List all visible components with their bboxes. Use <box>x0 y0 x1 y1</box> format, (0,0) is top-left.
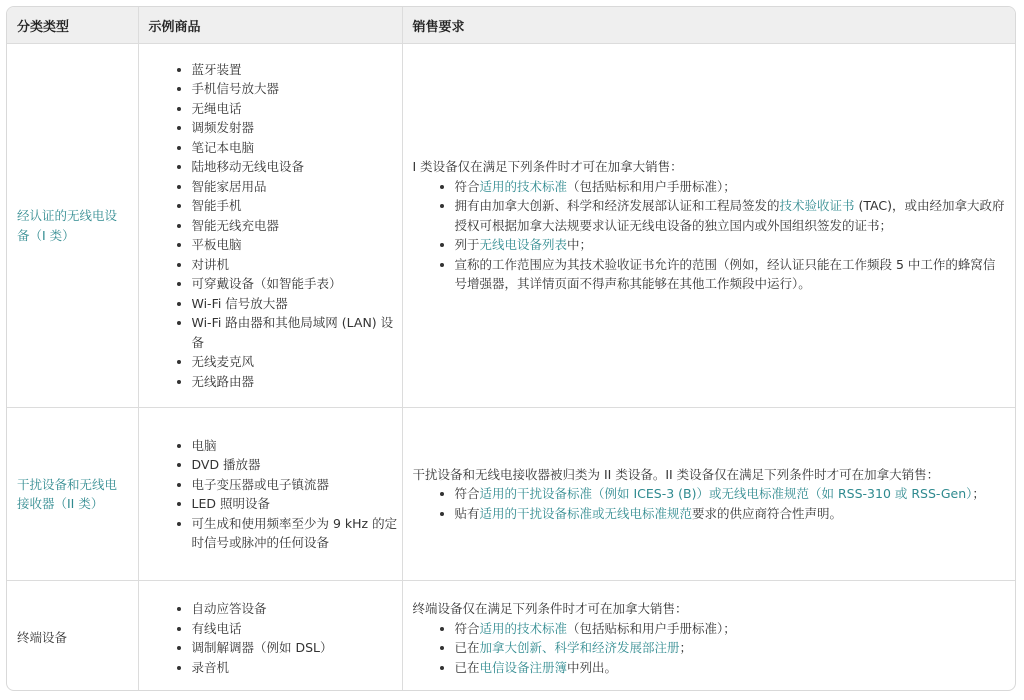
requirement-text: （包括贴标和用户手册标准）； <box>567 620 736 636</box>
examples-list <box>140 60 401 392</box>
requirements-list <box>413 619 1006 678</box>
list-item: • DVD 播放器 <box>192 455 401 475</box>
requirement-text: 中； <box>567 237 593 253</box>
requirement-text: （包括贴标和用户手册标准）； <box>567 178 736 194</box>
table-row <box>7 581 1015 692</box>
category-link[interactable]: 干扰设备和无线电接收器（II 类） <box>17 476 118 511</box>
requirement-text: 贴有 <box>454 505 480 521</box>
list-item: • 电脑 <box>192 436 401 456</box>
list-item <box>455 255 1006 294</box>
category-cell <box>7 408 138 581</box>
requirements-intro: 干扰设备和无线电接收器被归类为 II 类设备。II 类设备仅在满足下列条件时才可在加拿大销售： <box>412 466 940 482</box>
requirements-cell <box>402 581 1015 692</box>
list-item <box>455 619 1006 639</box>
examples-cell <box>138 408 402 581</box>
requirement-text: 中列出。 <box>567 659 618 675</box>
requirement-link[interactable]: 适用的干扰设备标准（例如 ICES-3 (B)）或无线电标准规范（如 RSS-310 或 RSS-Gen） <box>479 486 973 502</box>
requirement-text: 列于 <box>454 237 480 253</box>
requirement-link[interactable]: 适用的干扰设备标准或无线电标准规范 <box>479 505 693 521</box>
requirement-text: 符合 <box>454 486 480 502</box>
list-item: • Wi-Fi 路由器和其他局域网 (LAN) 设备 <box>192 313 401 352</box>
requirements-table-card <box>6 6 1016 691</box>
list-item <box>455 504 1006 524</box>
list-item <box>455 484 1006 504</box>
requirements-table <box>7 7 1015 691</box>
list-item: • 智能家居用品 <box>192 177 401 197</box>
list-item: • 电子变压器或电子镇流器 <box>192 475 401 495</box>
category-label: 终端设备 <box>17 630 68 646</box>
list-item: • 无线麦克风 <box>192 352 401 372</box>
category-cell <box>7 44 138 408</box>
examples-cell <box>138 44 402 408</box>
requirements-intro: 终端设备仅在满足下列条件时才可在加拿大销售： <box>412 601 688 616</box>
requirement-text: (TAC)，或由经加拿大政府授权可根据加拿大法规要求认证无线电设备的独立国内或外国组织签发的证书； <box>454 198 1005 233</box>
requirement-text: 已在 <box>454 659 480 675</box>
examples-list <box>140 436 401 553</box>
list-item: • 平板电脑 <box>192 235 401 255</box>
list-item: • 对讲机 <box>192 255 401 275</box>
list-item: • 智能无线充电器 <box>192 216 401 236</box>
list-item: • 录音机 <box>192 658 401 678</box>
list-item: • 无绳电话 <box>192 99 401 119</box>
table-row <box>7 408 1015 581</box>
header-category: 分类类型 <box>7 7 138 44</box>
header-requirements: 销售要求 <box>402 7 1015 44</box>
list-item: • LED 照明设备 <box>192 494 401 514</box>
requirements-cell <box>402 408 1015 581</box>
list-item <box>455 196 1006 235</box>
list-item: • Wi-Fi 信号放大器 <box>192 294 401 314</box>
requirements-cell <box>402 44 1015 408</box>
list-item: • 手机信号放大器 <box>192 79 401 99</box>
requirement-link[interactable]: 电信设备注册簿 <box>479 659 568 675</box>
requirement-link[interactable]: 无线电设备列表 <box>479 237 568 253</box>
list-item: • 自动应答设备 <box>192 599 401 619</box>
header-examples: 示例商品 <box>138 7 402 44</box>
category-link[interactable]: 经认证的无线电设备（I 类） <box>17 208 118 243</box>
table-row <box>7 44 1015 408</box>
requirement-text: 宣称的工作范围应为其技术验收证书允许的范围（例如，经认证只能在工作频段 5 中工作的蜂窝信号增强器，其详情页面不得声称其能够在其他工作频段中运行）。 <box>454 256 996 292</box>
requirement-text: ； <box>972 486 985 502</box>
table-header-row <box>7 7 1015 44</box>
category-cell <box>7 581 138 692</box>
requirement-text: ； <box>679 640 693 655</box>
requirement-text: 符合 <box>454 620 480 636</box>
list-item: • 调制解调器（例如 DSL） <box>192 638 401 658</box>
list-item: • 智能手机 <box>192 196 401 216</box>
requirement-text: 符合 <box>454 178 480 194</box>
requirement-text: 拥有由加拿大创新、科学和经济发展部认证和工程局签发的 <box>454 198 780 214</box>
requirement-link[interactable]: 适用的技术标准 <box>479 178 568 194</box>
list-item: • 陆地移动无线电设备 <box>192 157 401 177</box>
requirement-text: 要求的供应商符合性声明。 <box>692 505 843 521</box>
requirement-text: 已在 <box>454 640 480 655</box>
list-item: • 无线路由器 <box>192 372 401 392</box>
list-item <box>455 177 1006 197</box>
examples-cell <box>138 581 402 692</box>
examples-list <box>140 599 401 677</box>
list-item <box>455 658 1006 678</box>
list-item: • 可生成和使用频率至少为 9 kHz 的定时信号或脉冲的任何设备 <box>192 514 401 553</box>
requirement-link[interactable]: 适用的技术标准 <box>479 620 568 636</box>
list-item: • 可穿戴设备（如智能手表） <box>192 274 401 294</box>
requirements-intro: I 类设备仅在满足下列条件时才可在加拿大销售： <box>412 159 683 175</box>
requirements-list <box>413 177 1006 294</box>
requirements-list <box>413 484 1006 523</box>
list-item: • 蓝牙装置 <box>192 60 401 80</box>
list-item: • 笔记本电脑 <box>192 138 401 158</box>
list-item: • 有线电话 <box>192 619 401 639</box>
requirement-link[interactable]: 加拿大创新、科学和经济发展部注册 <box>479 640 680 655</box>
list-item: • 调频发射器 <box>192 118 401 138</box>
list-item <box>455 235 1006 255</box>
list-item <box>455 638 1006 658</box>
requirement-link[interactable]: 技术验收证书 <box>779 198 855 214</box>
